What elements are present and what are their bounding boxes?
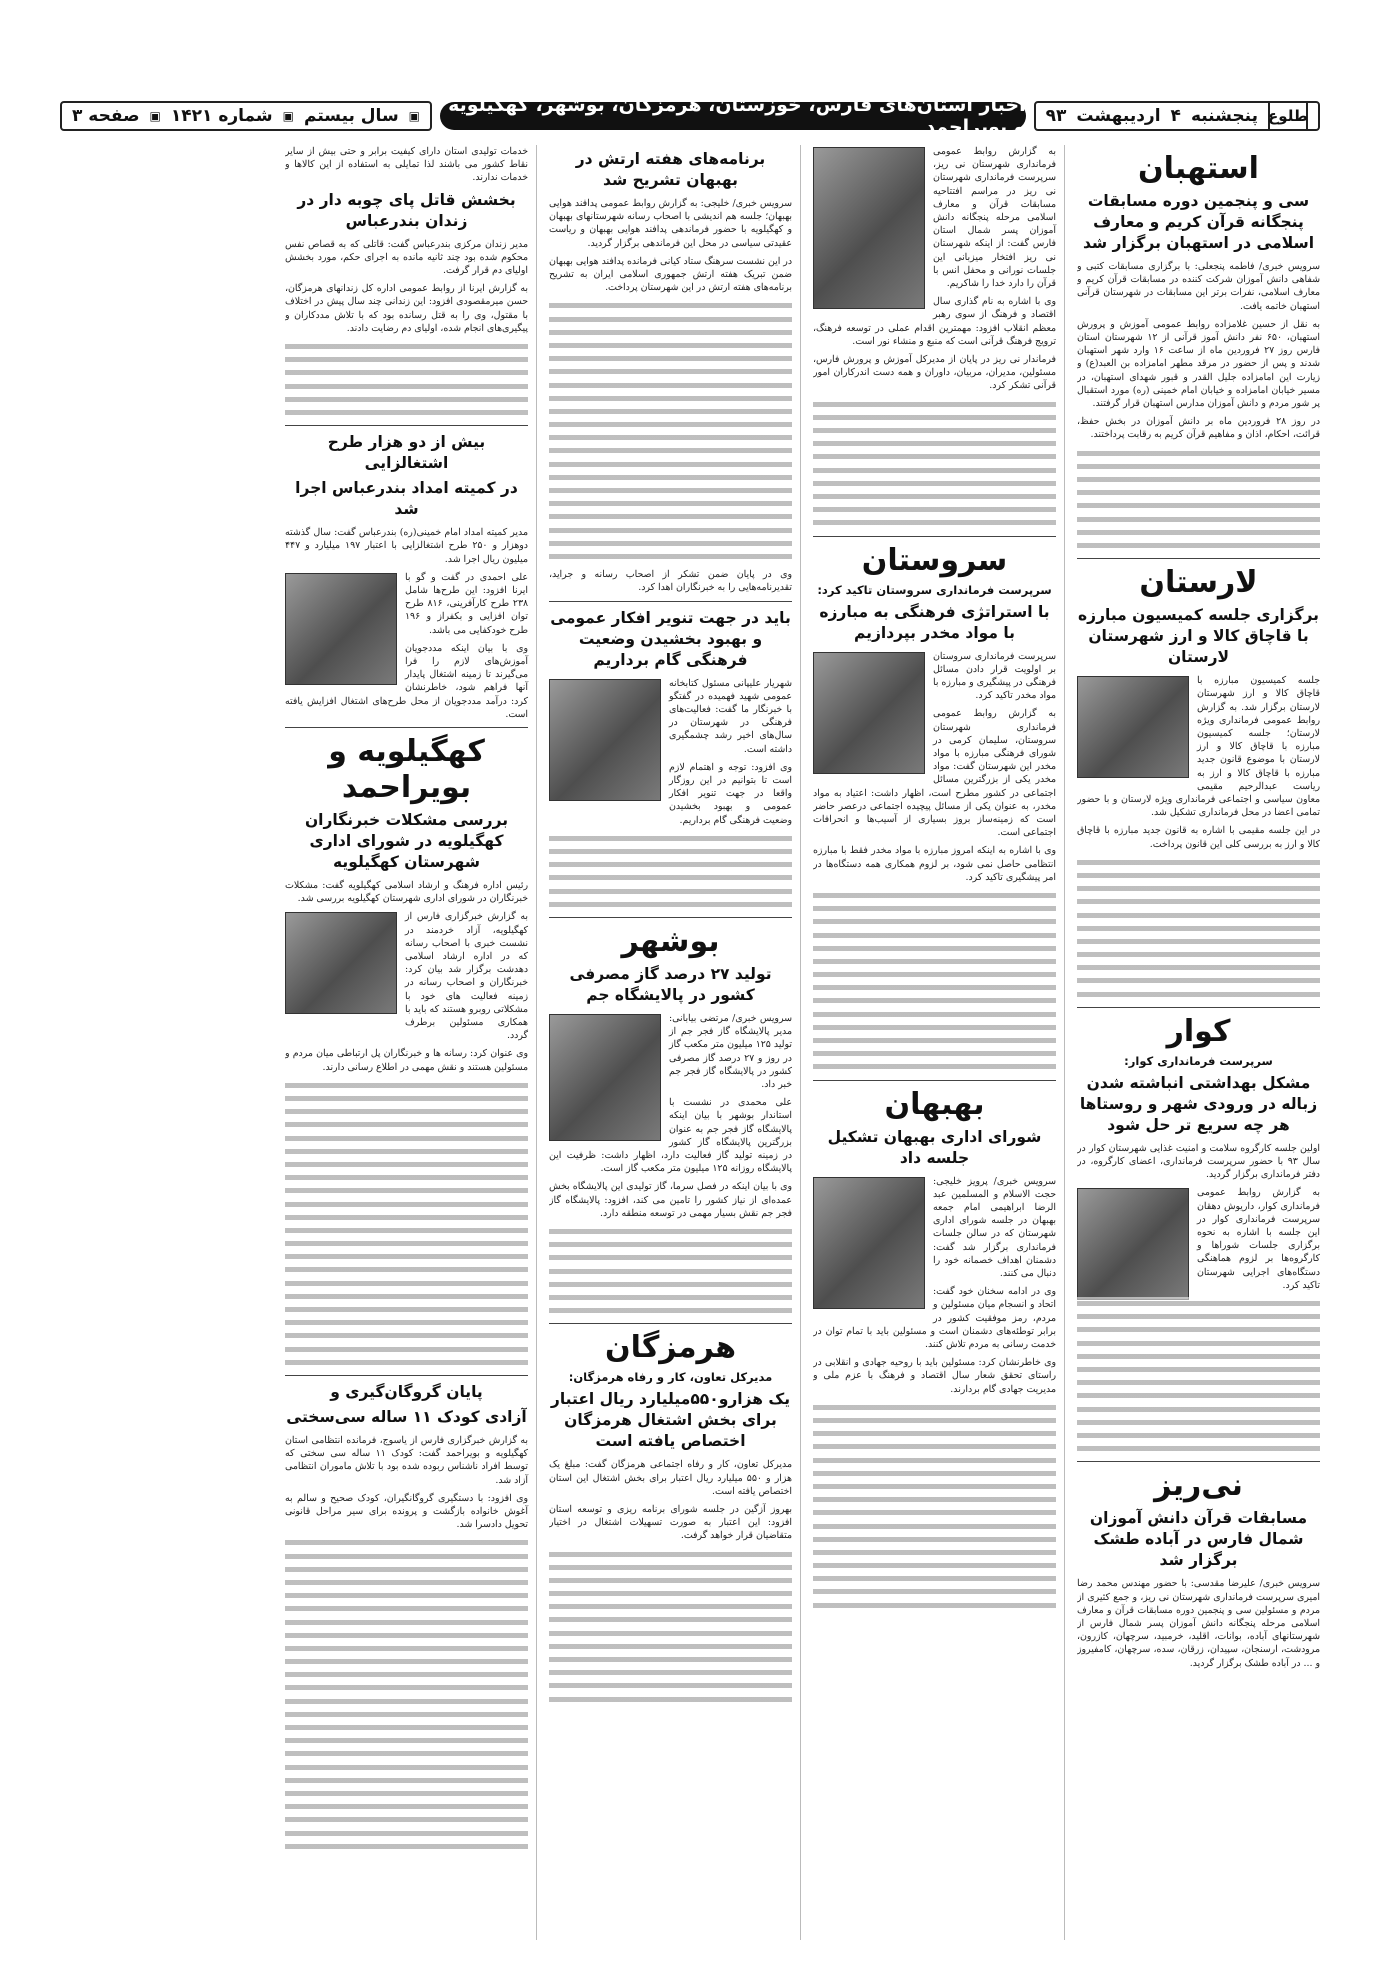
culture-paragraph: وی افزود: توجه و اهتمام لازم است تا بتوانیم در این روزگار واقعا در جهت تنویر افکار عمومی و بهبود بخشیدن وضعیت فرهنگی گام برداریم. (669, 761, 792, 826)
army-week-paragraph: وی در پایان ضمن تشکر از اصحاب رسانه و جراید، تقدیرنامه‌هایی را به خبرنگاران اهدا کرد. (549, 569, 792, 594)
kavar-headline: مشکل بهداشتی انباشته شدن زباله در ورودی شهر و روستاها هر چه سریع تر حل شود (1079, 1073, 1318, 1134)
neyriz-paragraph: وی با اشاره به نام گذاری سال اقتصاد و فرهنگ از سوی رهبر معظم انقلاب افزود: مهمترین اقدام عملی در توسعه فرهنگ، ترویج فرهنگ قرآنی است که منبع و منشاء نور است. (813, 296, 1056, 347)
neyriz-paragraph: سرویس خبری/ علیرضا مقدسی: با حضور مهندس محمد رضا امیری سرپرست فرمانداری شهرستان نی ریز، و جمع کثیری از مردم و مسئولین سی و پنجمین دوره مسابقات قرآن و معارف اسلامی مرحله پنجگانه دانش آموزان پسر شمال فارس از شهرستانهای آباده، بوانات، اقلید، خرمبید، سرچهان، کازرون، مرودشت، ارسنجان، سپیدان، زرقان، سده، سرچهان، کامفیروز و ... در آباده طشک برگزار گردید. (1077, 1578, 1320, 1669)
kohgiluyeh-headline: بررسی مشکلات خبرنگاران کهگیلویه در شورای اداری شهرستان کهگیلویه (304, 811, 509, 871)
divider (549, 1323, 792, 1324)
hostage-headline: آزادی کودک ۱۱ ساله سی‌سختی (286, 1407, 527, 1426)
hormozgan-subtitle: مدیرکل تعاون، کار و رفاه هرمزگان: (568, 1370, 773, 1385)
behbahan-paragraph: سرویس خبری/ پرویز خلیجی: حجت الاسلام و المسلمین عبد الرضا ابراهیمی امام جمعه بهبهان در جلسه شورای اداری شهرستان که در سالن جلسات فرمانداری برگزار شد گفت: دشمنان اهداف خصمانه خود را دنبال می کنند. (933, 1175, 1056, 1280)
bushehr-paragraph: علی محمدی در نشست با استاندار بوشهر با بیان اینکه پالایشگاه گاز فجر جم به عنوان بزرگترین پالایشگاه گاز کشور در زمینه تولید گاز فعالیت دارد، اظهار داشت: ظرفیت این پالایشگاه روزانه ۱۲۵ میلیون متر مکعب گاز است. (549, 1097, 792, 1175)
kavar-paragraph: اولین جلسه کارگروه سلامت و امنیت غذایی شهرستان کوار در سال ۹۳ با حضور سرپرست فرمانداری، اعضای کارگروه، در دفتر فرمانداری برگزار گردید. (1077, 1142, 1320, 1181)
issue-box (60, 101, 432, 131)
behbahan-headline: شورای اداری بهبهان تشکیل جلسه داد (827, 1127, 1042, 1167)
meeting-photo (1077, 1188, 1189, 1300)
kavar-subtitle: سرپرست فرمانداری کوار: (1124, 1053, 1273, 1068)
army-week-headline: برنامه‌های هفته ارتش در بهبهان تشریح شد (575, 150, 766, 189)
meeting-photo (1077, 676, 1189, 778)
employment-paragraph: مدیر کمیته امداد امام خمینی(ره) بندرعباس گفت: سال گذشته دوهزار و ۲۵۰ طرح اشتغالزایی با اعتبار ۱۹۷ میلیارد و ۴۴۷ میلیون ریال اجرا شد. (285, 527, 528, 565)
text-filler (813, 889, 1056, 1074)
estahban-headline: سی و پنجمین دوره مسابقات پنجگانه قرآن کریم و معارف اسلامی در استهبان برگزار شد (1082, 192, 1315, 252)
text-filler (549, 832, 792, 911)
day-label: پنجشنبه (1190, 106, 1258, 126)
employment-headline: در کمیته امداد بندرعباس اجرا شد (295, 479, 518, 519)
newspaper-logo: طلوع (1268, 101, 1308, 131)
prison-paragraph: مدیر زندان مرکزی بندرعباس گفت: قاتلی که به قصاص نفس محکوم شده بود چند ثانیه مانده به اجرای حکم، مورد بخشش اولیای دم قرار گرفت. (285, 238, 528, 277)
year-label: سال بیستم (304, 106, 399, 126)
interviewee-portrait (549, 679, 661, 801)
estahban-paragraph: در روز ۲۸ فروردین ماه بر دانش آموزان در بخش حفظ، قرائت، احکام، اذان و مفاهیم قرآن کریم به رقابت پرداختند. (1077, 416, 1320, 441)
ceremony-photo (813, 147, 925, 309)
kavar-paragraph: به گزارش روابط عمومی فرمانداری کوار، داریوش دهقان سرپرست فرمانداری کوار در این جلسه با اشاره به نحوه برگزاری جلسات شوراها و کارگروه‌ها بر لزوم هماهنگی دستگاه‌های اجرایی شهرستان تاکید کرد. (1197, 1187, 1320, 1291)
hormozgan-title: هرمزگان (604, 1330, 736, 1366)
sarvestan-paragraph: سرپرست فرمانداری سروستان بر اولویت قرار دادن مسائل فرهنگی در پیشگیری و مبارزه با مواد مخدر تاکید کرد. (932, 650, 1056, 702)
neyriz-paragraph: فرماندار نی ریز در پایان از مدیرکل آموزش و پرورش فارس، مسئولین، مدیران، مربیان، داوران و همه دست اندرکاران امور قرآنی تشکر کرد. (813, 354, 1056, 392)
sarvestan-title: سروستان (861, 542, 1008, 578)
bushehr-paragraph: سرویس خبری/ مرتضی بیابانی: مدیر پالایشگاه گاز فجر جم از تولید ۱۲۵ میلیون متر مکعب گاز در روز و ۲۷ درصد گاز مصرفی کشور در پالایشگاه گاز فجر جم خبر داد. (669, 1012, 792, 1090)
divider (1077, 1007, 1320, 1008)
divider (1077, 558, 1320, 559)
sarvestan-headline: با استراتژی فرهنگی به مبارزه با مواد مخدر بپردازیم (819, 602, 1050, 642)
text-filler (813, 1401, 1056, 1612)
hostage-paragraph: به گزارش خبرگزاری فارس از یاسوج، فرمانده انتظامی استان کهگیلویه و بویراحمد گفت: کودک ۱۱ ساله سی سختی که توسط افراد ناشناس ربوده شده بود با تلاش ماموران انتظامی آزاد شد. (285, 1434, 528, 1486)
text-filler (285, 1536, 528, 1853)
divider (285, 727, 528, 728)
official-portrait (285, 912, 397, 1014)
cleric-portrait (813, 1177, 925, 1309)
page-header (60, 94, 1320, 138)
estahban-paragraph: به نقل از حسین غلامزاده روابط عمومی آموزش و پرورش استهبان، ۶۵۰ نفر دانش آموز قرآنی از ۱۲ شهرستان استان فارس روز ۲۷ فروردین ماه از ساعت ۱۶ وارد شهر استهبان شدند و پس از حضور در مرقد مطهر امامزاده بن العبد(ع) و زیارت این امامزاده جلیل القدر و قبور شهدای استهبان، در مسیر خیابان امامزاده و خیابان امام خمینی (ره) مورد استقبال پر شور مردم و دانش آموزان مدارس استهبان قرار گرفتند. (1077, 318, 1320, 410)
sarvestan-paragraph: به گزارش روابط عمومی فرمانداری شهرستان سروستان، سلیمان کرمی در شورای فرهنگی مبارزه با مواد مخدر این شهرستان گفت: مواد مخدر یکی از بزرگترین مسائل اجتماعی در کشور مطرح است، اظهار داشت: اعتیاد به مواد مخدر، به عنوان یکی از مسائل پیچیده اجتماعی درعصر حاضر است که زمینه‌ساز بروز بسیاری از آسیب‌ها و انحرافات اجتماعی است. (813, 708, 1056, 839)
divider (285, 425, 528, 426)
square-icon: ▣ (408, 109, 421, 123)
larestan-paragraph: جلسه کمیسیون مبارزه با قاچاق کالا و ارز شهرستان لارستان برگزار شد. به گزارش روابط عمومی فرمانداری ویژه لارستان؛ جلسه کمیسیون مبارزه با قاچاق کالا و ارز لارستان با موضوع قانون جدید مبارزه با قاچاق کالا و ارز به ریاست عبدالرحیم مقیمی معاون سیاسی و اجتماعی فرمانداری ویژه لارستان و با حضور تمامی اعضا در محل فرمانداری تشکیل شد. (1077, 675, 1320, 819)
culture-paragraph: شهریار علیپانی مسئول کتابخانه عمومی شهید فهمیده در گفتگو با خبرنگار ما گفت: فعالیت‌های فرهنگی در شهرستان در سال‌های اخیر رشد چشمگیری داشته است. (669, 677, 792, 755)
prison-paragraph: به گزارش ایرنا از روابط عمومی اداره کل زندانهای هرمزگان، حسن میرمقصودی افزود: این زندانی چند سال پیش در اختلاف با مقتول، وی را به قتل رسانده بود که با تلاش مددکاران و پیگیری‌های انجام شده، اولیای دم رضایت دادند. (285, 283, 528, 334)
employment-paragraph: علی احمدی در گفت و گو با ایرنا افزود: این طرح‌ها شامل ۲۳۸ طرح کارآفرینی، ۸۱۶ طرح توان افزایی و بکفراز و ۱۹۶ طرح خودکفایی می باشد. (405, 571, 529, 636)
text-filler (549, 1548, 792, 1706)
army-week-paragraph: در این نشست سرهنگ ستاد کیانی فرمانده پدافند هوایی بهبهان ضمن تبریک هفته ارتش جمهوری اسلامی ایران به تشریح برنامه‌های هفته ارتش در این شهرستان پرداخت. (549, 255, 792, 294)
bushehr-paragraph: وی با بیان اینکه در فصل سرما، گاز تولیدی این پالایشگاه بخش عمده‌ای از نیاز کشور را تامین می کند، افزود: پالایشگاه گاز فجر جم نقش بسیار مهمی در توسعه منطقه دارد. (549, 1181, 792, 1219)
kavar-title: کوار (1166, 1013, 1231, 1049)
text-filler (1077, 856, 1320, 1001)
kohgiluyeh-paragraph: وی عنوان کرد: رسانه ها و خبرنگاران پل ارتباطی میان مردم و مسئولین هستند و نقش مهمی در اطلاع رسانی دارند. (285, 1048, 528, 1073)
larestan-headline: برگزاری جلسه کمیسیون مبارزه با قاچاق کالا و ارز شهرستان لارستان (1078, 606, 1319, 667)
hormozgan-paragraph: بهروز آزگین در جلسه شورای برنامه ریزی و توسعه استان افزود: این اعتبار به صورت تسهیلات اشتغال در اختیار متقاضیان قرار خواهد گرفت. (549, 1503, 792, 1542)
culture-headline: باید در جهت تنویر افکار عمومی و بهبود بخشیدن وضعیت فرهنگی گام برداریم (550, 608, 791, 669)
hormozgan-headline: یک هزارو۵۵۰میلیارد ریال اعتبار برای بخش اشتغال هرمزگان اختصاص یافته است (550, 1390, 791, 1451)
employment-paragraph: وی با بیان اینکه مددجویان آموزش‌های لازم را فرا می‌گیرند تا زمینه اشتغال پایدار آنها فراهم شود، خاطرنشان کرد: درآمد مددجویان از محل طرح‌های اشتغال افزایش یافته است. (285, 642, 528, 720)
neyriz-title: نی‌ریز (1154, 1468, 1243, 1504)
text-filler (1077, 1297, 1320, 1455)
column-4 (285, 145, 537, 1940)
hostage-paragraph: وی افزود: با دستگیری گروگانگیران، کودک صحیح و سالم به آغوش خانواده بازگشت و پرونده برای سیر مراحل قانونی تحویل دادسرا شد. (285, 1492, 528, 1531)
divider (813, 1080, 1056, 1081)
prison-headline: بخشش قاتل پای چوبه دار در زندان بندرعباس (297, 190, 516, 230)
text-filler (285, 340, 528, 419)
text-filler (285, 1079, 528, 1369)
date-day: ۴ (1170, 106, 1181, 126)
kohgiluyeh-title: کهگیلویه و بویراحمد (328, 734, 485, 805)
army-week-paragraph: سرویس خبری/ خلیجی: به گزارش روابط عمومی پدافند هوایی بهبهان؛ جلسه هم اندیشی با اصحاب رسانه شهرستانهای بهبهان و کهگیلویه با حضور فرماندهی پدافند هوایی بهبهان و ریاست عقیدتی سیاسی در محل این فرماندهی برگزار گردید. (549, 198, 792, 249)
larestan-paragraph: در این جلسه مقیمی با اشاره به قانون جدید مبارزه با قاچاق کالا و ارز به بررسی کلی این قانون پرداخت. (1077, 825, 1320, 850)
page-number: صفحه ۳ (72, 106, 140, 126)
estahban-title: استهبان (1138, 151, 1259, 186)
employment-headline: بیش از دو هزار طرح اشتغالزایی (327, 433, 486, 473)
neyriz-paragraph: به گزارش روابط عمومی فرمانداری شهرستان نی ریز، سرپرست فرمانداری شهرستان نی ریز در مراسم افتتاحیه مسابقات قرآن و معارف اسلامی مرحله پنجگانه دانش آموزان پسر شمال استان فارس گفت: از اینکه شهرستان نی ریز افتخار میزبانی این جلسات نورانی و محفل انس با قرآن را دارد خدا را شاکریم. (933, 146, 1056, 290)
issue-number: شماره ۱۴۲۱ (170, 106, 273, 126)
sarvestan-subtitle: سرپرست فرمانداری سروستان تاکید کرد: (817, 582, 1052, 597)
column-3 (549, 145, 801, 1940)
text-filler (549, 299, 792, 563)
sarvestan-paragraph: وی با اشاره به اینکه امروز مبارزه با مواد مخدر فقط با مبارزه انتظامی حاصل نمی شود، بر لزوم همکاری همه دستگاه‌ها در امر پیشگیری تاکید کرد. (813, 845, 1056, 883)
bushehr-headline: تولید ۲۷ درصد گاز مصرفی کشور در پالایشگاه جم (569, 964, 772, 1004)
column-1 (1077, 145, 1320, 1940)
kohgiluyeh-paragraph: رئیس اداره فرهنگ و ارشاد اسلامی کهگیلویه گفت: مشکلات خبرنگاران در شورای اداری شهرستان کهگیلویه بررسی شد. (285, 880, 528, 905)
text-filler (549, 1225, 792, 1317)
divider (285, 1375, 528, 1376)
date-month: اردیبهشت (1076, 106, 1161, 126)
hostage-headline: پایان گروگان‌گیری و (330, 1382, 483, 1401)
date-year: ۹۳ (1045, 106, 1067, 126)
square-icon: ▣ (282, 109, 294, 123)
bushehr-title: بوشهر (621, 923, 720, 959)
divider (549, 601, 792, 602)
hormozgan-paragraph: مدیرکل تعاون، کار و رفاه اجتماعی هرمزگان گفت: مبلغ یک هزار و ۵۵۰ میلیارد ریال اعتبار برای بخش اشتغال این استان اختصاص یافته است. (549, 1459, 792, 1497)
larestan-title: لارستان (1139, 565, 1258, 601)
divider (1077, 1461, 1320, 1462)
official-portrait (285, 573, 397, 685)
text-filler (813, 398, 1056, 530)
section-title: اخبار استان‌های فارس، خوزستان، هرمزگان، بوشهر، کهگیلویه و بویراحمد (440, 102, 1026, 130)
divider (813, 536, 1056, 537)
behbahan-paragraph: وی خاطرنشان کرد: مسئولین باید با روحیه جهادی و انقلابی در راستای تحقق شعار سال اقتصاد و فرهنگ با عزم ملی و مدیریت جهادی گام بردارند. (813, 1357, 1056, 1395)
neyriz-headline: مسابقات قرآن دانش آموزان شمال فارس در آباده طشک برگزار شد (1089, 1509, 1308, 1570)
column-paragraph: خدمات تولیدی استان دارای کیفیت برابر و حتی بیش از سایر نقاط کشور می باشند لذا تمایلی به استفاده از این کالاها و خدمات ندارند. (285, 146, 528, 184)
behbahan-title: بهبهان (884, 1086, 985, 1122)
text-filler (1077, 447, 1320, 553)
column-2 (813, 145, 1065, 1940)
official-portrait (549, 1014, 661, 1141)
square-icon: ▣ (149, 109, 161, 123)
article-columns (60, 145, 1320, 1940)
behbahan-paragraph: وی در ادامه سخنان خود گفت: اتحاد و انسجام میان مسئولین و مردم، رمز موفقیت کشور در برابر توطئه‌های دشمنان است و مسئولین باید با تمام توان در خدمت رسانی به مردم تلاش کنند. (813, 1286, 1056, 1351)
official-portrait (813, 652, 925, 774)
estahban-paragraph: سرویس خبری/ فاطمه پنجعلی: با برگزاری مسابقات کتبی و شفاهی دانش آموزان شرکت کننده در مسابقات قرآن کریم و معارف اسلامی، نفرات برتر این مسابقات در شهرستان قرآنی استهبان خاتمه یافت. (1077, 261, 1320, 312)
kohgiluyeh-paragraph: به گزارش خبرگزاری فارس از کهگیلویه، آزاد خردمند در نشست خبری با اصحاب رسانه که در اداره ارشاد اسلامی دهدشت برگزار شد بیان کرد: خبرنگاران و اصحاب رسانه در زمینه فعالیت های خود با مشکلاتی روبرو هستند که باید با همکاری مسئولین برطرف گردد. (405, 911, 528, 1042)
divider (549, 917, 792, 918)
date-box (1034, 101, 1320, 131)
